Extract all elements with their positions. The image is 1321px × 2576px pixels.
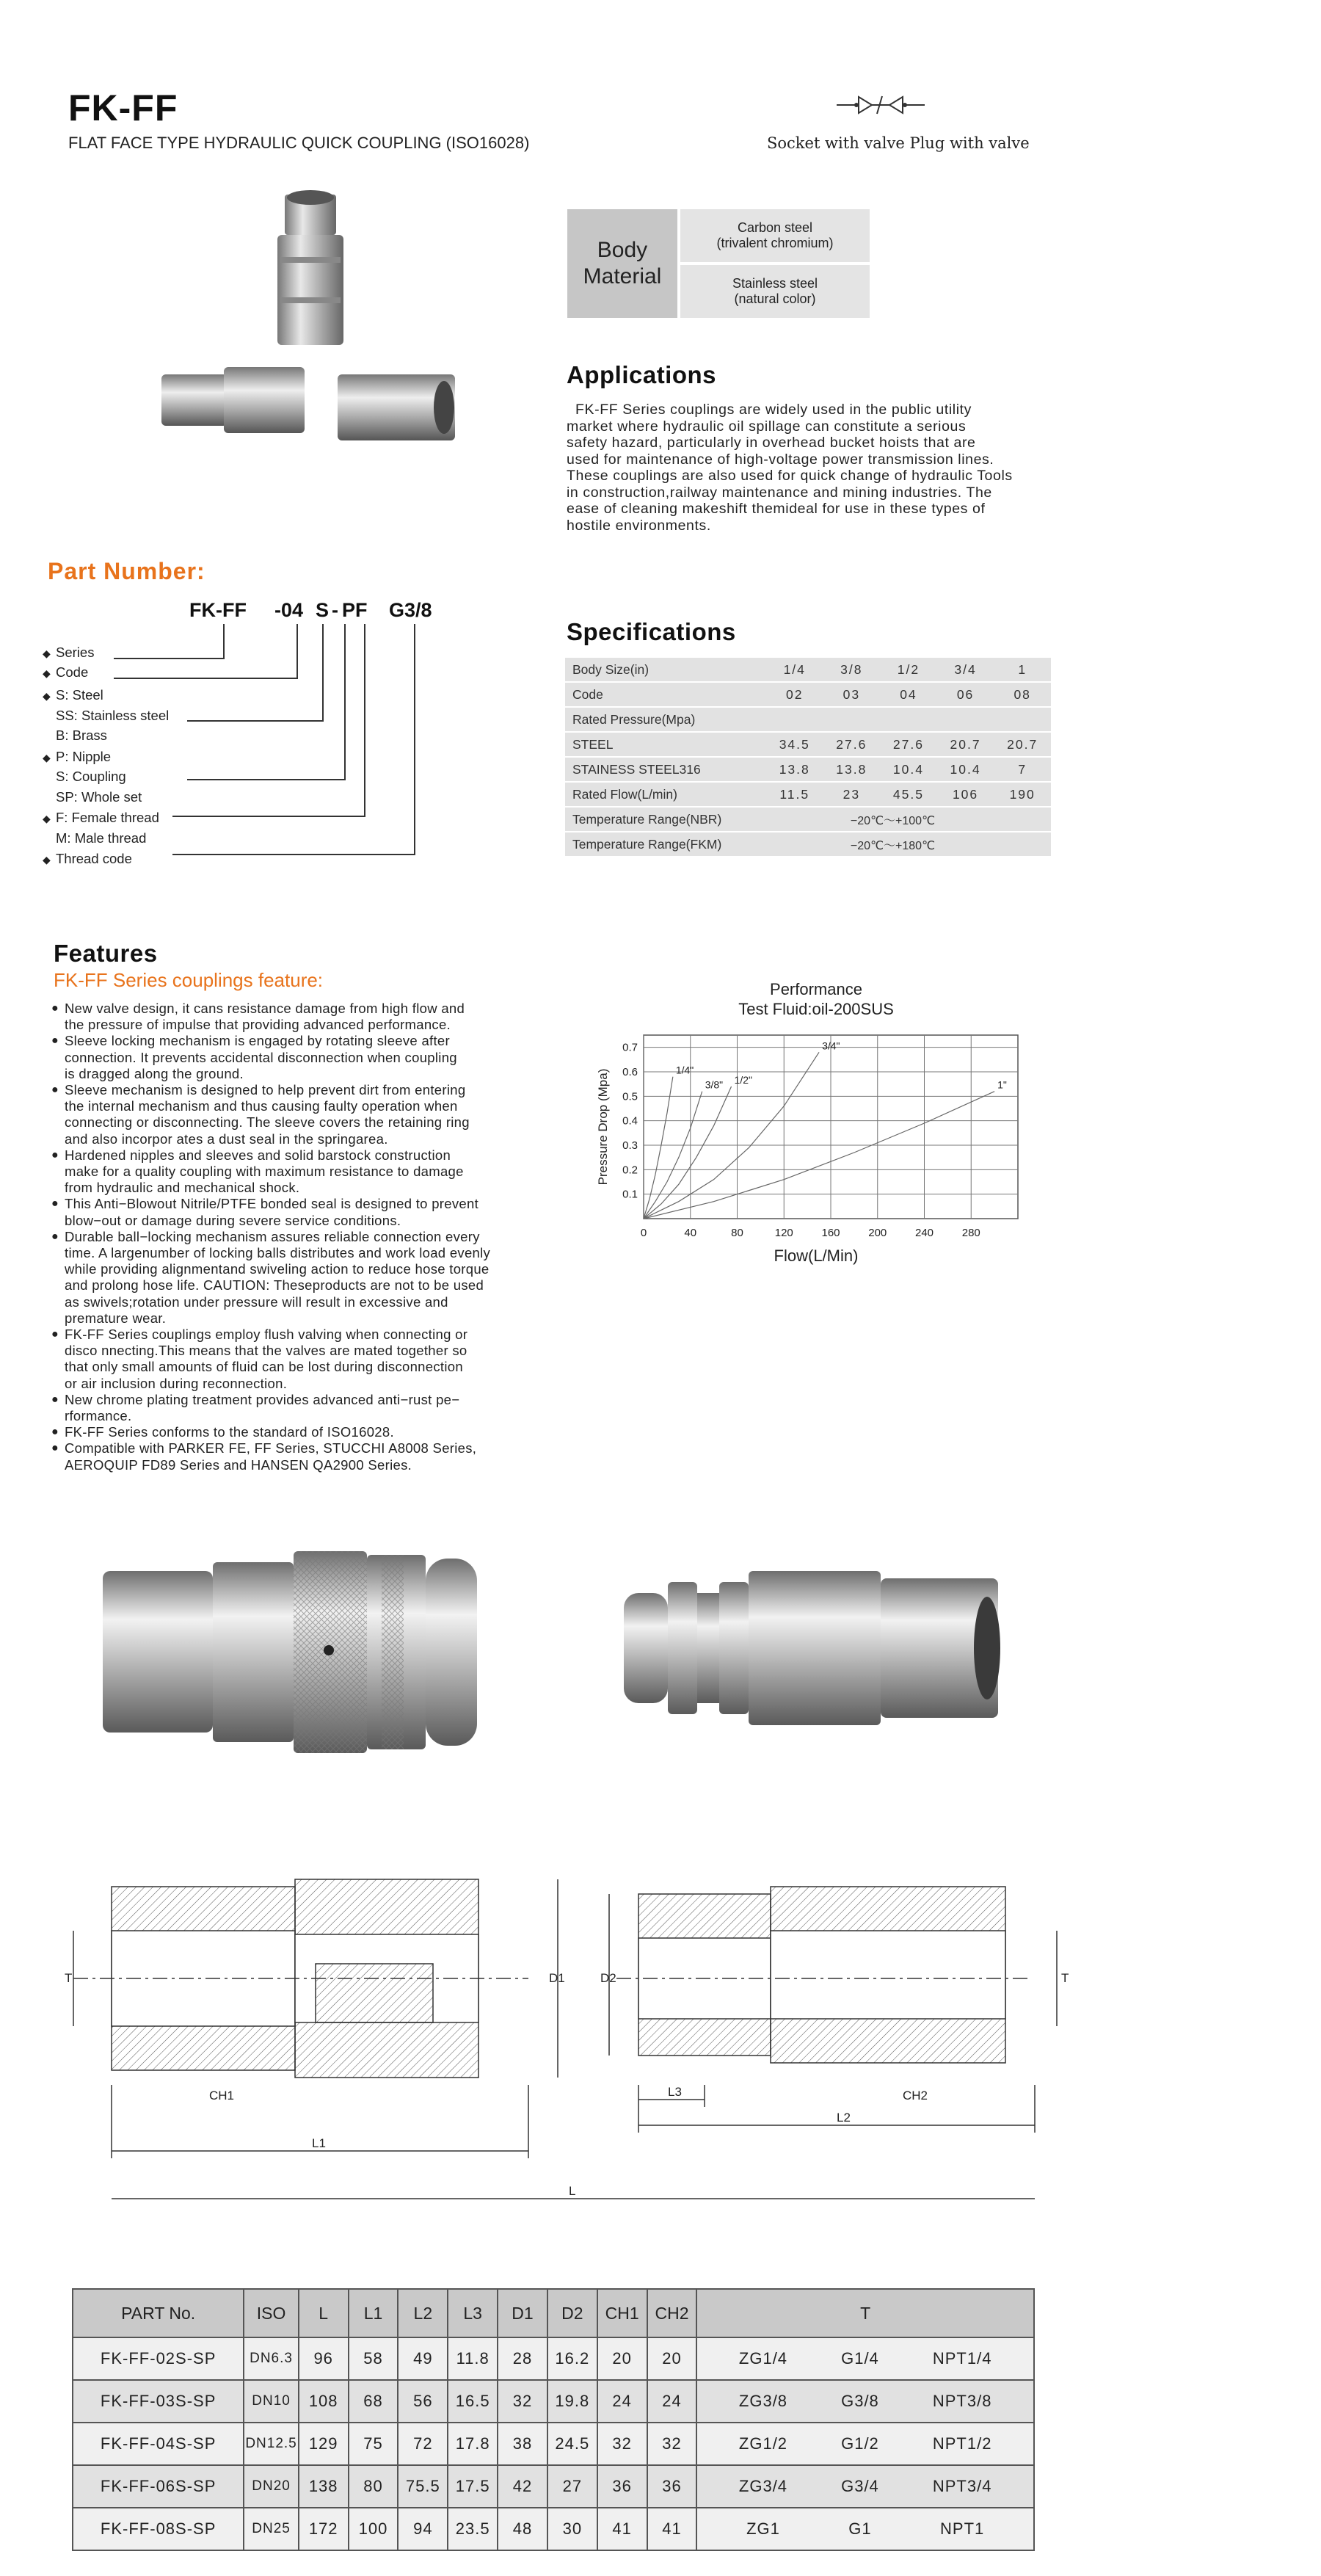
- diamond-bullet-icon: ◆: [43, 813, 51, 824]
- dim-cell-iso: DN10: [244, 2380, 298, 2423]
- spec-value: 20.7: [994, 732, 1051, 757]
- dim-header-cell: CH1: [597, 2289, 647, 2337]
- dim-label-ch2: CH2: [903, 2089, 928, 2102]
- spec-value: 13.8: [823, 757, 881, 782]
- dim-cell-l2: 49: [398, 2337, 448, 2380]
- product-title: FK-FF: [68, 87, 178, 128]
- spec-value: 1/2: [880, 658, 937, 682]
- feature-line: FK-FF Series conforms to the standard of ISO16028.: [65, 1424, 394, 1440]
- feature-item: [51, 1033, 521, 1082]
- feature-line: is dragged along the ground.: [65, 1065, 244, 1081]
- spec-row: [565, 682, 1051, 707]
- bullet-icon: ●: [51, 1230, 59, 1243]
- feature-line: as swivels;rotation under pressure will result in excessive and: [65, 1294, 448, 1310]
- spec-value: 03: [823, 682, 881, 707]
- series-label: 1/4": [675, 1064, 694, 1076]
- series-label: 1": [997, 1078, 1007, 1091]
- feature-line: rformance.: [65, 1408, 132, 1424]
- coupling-product-photo: [154, 187, 462, 466]
- bullet-icon: ●: [51, 1328, 59, 1341]
- part-number-legend-item: [43, 708, 169, 724]
- dim-header-cell: T: [696, 2289, 1034, 2337]
- dim-cell-l: 129: [299, 2423, 349, 2465]
- dim-cell-l3: 11.8: [448, 2337, 498, 2380]
- spec-value: 3/8: [823, 658, 881, 682]
- feature-line: and prolong hose life. CAUTION: Theseproducts are not to be used: [65, 1277, 484, 1294]
- feature-line: premature wear.: [65, 1310, 167, 1326]
- dim-cell-d1: 28: [498, 2337, 547, 2380]
- dim-label-l: L: [569, 2184, 576, 2198]
- dim-header-cell: PART No.: [73, 2289, 244, 2337]
- bullet-icon: ●: [51, 1197, 59, 1211]
- x-tick-label: 280: [961, 1227, 980, 1239]
- material-carbon-steel: Carbon steel (trivalent chromium): [680, 209, 870, 262]
- dim-cell-iso: DN20: [244, 2465, 298, 2508]
- thread-spec: NPT3/8: [932, 2392, 992, 2410]
- feature-line: connecting or disconnecting. The sleeve covers the retaining ring: [65, 1114, 470, 1131]
- legend-text: Thread code: [56, 851, 132, 866]
- spec-row: [565, 732, 1051, 757]
- feature-item: [51, 1392, 521, 1424]
- spec-value: 20.7: [937, 732, 994, 757]
- feature-item: [51, 1196, 521, 1228]
- dim-cell-ch1: 20: [597, 2337, 647, 2380]
- thread-spec: G3/4: [841, 2477, 879, 2495]
- dim-header-cell: L2: [398, 2289, 448, 2337]
- spec-value: [937, 707, 994, 732]
- spec-value: 10.4: [880, 757, 937, 782]
- feature-line: New chrome plating treatment provides advanced anti−rust pe−: [65, 1391, 460, 1407]
- dim-cell-part: FK-FF-03S-SP: [73, 2380, 244, 2423]
- feature-line: connection. It prevents accidental disconnection when coupling: [65, 1049, 457, 1065]
- thread-spec: NPT3/4: [932, 2477, 992, 2495]
- dim-row: [73, 2380, 1034, 2423]
- dim-cell-l1: 80: [349, 2465, 399, 2508]
- spec-value: 1/4: [766, 658, 823, 682]
- feature-line: and also incorpor ates a dust seal in the springarea.: [65, 1131, 388, 1147]
- spec-row: [565, 707, 1051, 732]
- y-tick-label: 0.7: [622, 1041, 638, 1054]
- spec-value: 10.4: [937, 757, 994, 782]
- dim-label-ch1: CH1: [209, 2089, 235, 2102]
- dim-header-cell: D1: [498, 2289, 547, 2337]
- spec-value: 27.6: [880, 732, 937, 757]
- feature-line: New valve design, it cans resistance damage from high flow and: [65, 1001, 465, 1016]
- dim-row: [73, 2508, 1034, 2550]
- y-tick-label: 0.5: [622, 1090, 638, 1103]
- dim-cell-iso: DN12.5: [244, 2423, 298, 2465]
- applications-line: safety hazard, particularly in overhead bucket hoists that are: [567, 435, 976, 451]
- x-tick-label: 240: [914, 1227, 934, 1239]
- diamond-bullet-icon: ◆: [43, 690, 51, 702]
- spec-row: [565, 658, 1051, 682]
- spec-range: −20℃～+180℃: [766, 832, 1051, 857]
- dim-label-t-left: T: [65, 1971, 73, 1985]
- dim-cell-ch2: 24: [647, 2380, 697, 2423]
- socket-photo: [95, 1540, 536, 1760]
- dim-cell-ch1: 41: [597, 2508, 647, 2550]
- legend-text: S: Steel: [56, 687, 103, 703]
- dim-cell-l1: 68: [349, 2380, 399, 2423]
- dim-cell-ch2: 20: [647, 2337, 697, 2380]
- material-stainless-steel: Stainless steel (natural color): [680, 265, 870, 318]
- spec-value: 02: [766, 682, 823, 707]
- part-number-legend-item: [43, 810, 159, 826]
- feature-line: blow−out or damage during severe service conditions.: [65, 1212, 401, 1228]
- bullet-icon: ●: [51, 1442, 59, 1455]
- spec-value: [994, 707, 1051, 732]
- y-tick-label: 0.4: [622, 1114, 638, 1128]
- legend-text: SP: Whole set: [56, 789, 142, 805]
- dim-cell-l3: 17.5: [448, 2465, 498, 2508]
- part-number-legend-item: [43, 749, 111, 765]
- dim-cell-l3: 16.5: [448, 2380, 498, 2423]
- dim-cell-ch1: 36: [597, 2465, 647, 2508]
- dim-cell-l2: 94: [398, 2508, 448, 2550]
- applications-line: market where hydraulic oil spillage can constitute a serious: [567, 418, 967, 435]
- dim-cell-d1: 42: [498, 2465, 547, 2508]
- dim-header-cell: CH2: [647, 2289, 697, 2337]
- spec-value: 106: [937, 782, 994, 807]
- feature-line: AEROQUIP FD89 Series and HANSEN QA2900 Series.: [65, 1456, 412, 1473]
- series-label: 3/4": [822, 1040, 840, 1052]
- applications-line: used for maintenance of high-voltage power transmission lines.: [567, 451, 994, 468]
- series-label: 1/2": [734, 1074, 752, 1086]
- spec-value: 1: [994, 658, 1051, 682]
- spec-row: [565, 832, 1051, 857]
- thread-spec: ZG1/4: [738, 2349, 788, 2368]
- dim-row: [73, 2423, 1034, 2465]
- feature-item: [51, 1082, 521, 1147]
- x-tick-label: 80: [731, 1227, 743, 1239]
- spec-value: [823, 707, 881, 732]
- series-line: [644, 1092, 702, 1219]
- part-number-legend-item: [43, 769, 126, 785]
- dim-cell-iso: DN6.3: [244, 2337, 298, 2380]
- dim-cell-l: 138: [299, 2465, 349, 2508]
- thread-spec: G1/4: [841, 2349, 879, 2368]
- applications-line: in construction,railway maintenance and mining industries. The: [567, 484, 992, 501]
- dim-cell-d2: 24.5: [547, 2423, 597, 2465]
- x-tick-label: 40: [684, 1227, 697, 1239]
- features-subheading: FK-FF Series couplings feature:: [54, 969, 324, 991]
- dim-cell-l1: 58: [349, 2337, 399, 2380]
- spec-value: 7: [994, 757, 1051, 782]
- feature-line: the internal mechanism and thus causing faulty operation when: [65, 1098, 458, 1114]
- part-number-legend-item: [43, 664, 88, 681]
- valve-symbol-icon: [837, 87, 925, 123]
- spec-label: Body Size(in): [565, 658, 766, 682]
- x-tick-label: 120: [774, 1227, 793, 1239]
- feature-line: while providing alignmentand swiveling action to reduce hose torque: [65, 1261, 490, 1277]
- features-list: [51, 1001, 521, 1473]
- bullet-icon: ●: [51, 1002, 59, 1015]
- dim-cell-ch1: 32: [597, 2423, 647, 2465]
- dim-cell-t: [696, 2423, 1034, 2465]
- feature-line: Compatible with PARKER FE, FF Series, STUCCHI A8008 Series,: [65, 1440, 477, 1456]
- feature-line: Sleeve mechanism is designed to help prevent dirt from entering: [65, 1082, 466, 1098]
- spec-value: 45.5: [880, 782, 937, 807]
- part-number-heading: Part Number:: [48, 558, 205, 584]
- pn-code-dash: -: [332, 599, 338, 621]
- applications-line: FK-FF Series couplings are widely used in the public utility: [567, 402, 972, 418]
- thread-spec: NPT1/2: [932, 2434, 992, 2453]
- spec-label: STAINESS STEEL316: [565, 757, 766, 782]
- features-heading: Features: [54, 940, 158, 967]
- dim-cell-t: [696, 2508, 1034, 2550]
- spec-label: Temperature Range(FKM): [565, 832, 766, 857]
- applications-line: ease of cleaning makeshift themideal for use in these types of: [567, 501, 986, 517]
- diamond-bullet-icon: ◆: [43, 752, 51, 763]
- legend-text: F: Female thread: [56, 810, 159, 825]
- pn-code-size: -04: [274, 599, 304, 621]
- spec-row: [565, 782, 1051, 807]
- bullet-icon: ●: [51, 1034, 59, 1048]
- legend-text: S: Coupling: [56, 769, 126, 784]
- dimensions-table: [72, 2288, 1035, 2551]
- dim-cell-l2: 72: [398, 2423, 448, 2465]
- pn-code-series: FK-FF: [189, 599, 247, 621]
- dim-cell-part: FK-FF-06S-SP: [73, 2465, 244, 2508]
- y-axis-label: Pressure Drop (Mpa): [596, 1068, 610, 1186]
- legend-text: P: Nipple: [56, 749, 112, 764]
- y-tick-label: 0.6: [622, 1066, 638, 1078]
- x-axis-label: Flow(L/Min): [774, 1247, 859, 1265]
- dim-cell-t: [696, 2380, 1034, 2423]
- y-tick-label: 0.2: [622, 1164, 638, 1177]
- dim-cell-ch1: 24: [597, 2380, 647, 2423]
- dim-cell-t: [696, 2465, 1034, 2508]
- dim-header-cell: L: [299, 2289, 349, 2337]
- dim-cell-l1: 75: [349, 2423, 399, 2465]
- valve-symbol-label: Socket with valve Plug with valve: [767, 134, 1030, 152]
- dim-cell-l2: 56: [398, 2380, 448, 2423]
- thread-spec: NPT1: [940, 2519, 985, 2538]
- pn-code-type: PF: [342, 599, 368, 621]
- dim-cell-l3: 17.8: [448, 2423, 498, 2465]
- dim-label-l1: L1: [312, 2136, 326, 2150]
- dim-label-d1: D1: [549, 1971, 565, 1985]
- legend-text: Code: [56, 664, 89, 680]
- thread-spec: ZG3/8: [738, 2392, 788, 2410]
- dim-cell-d1: 38: [498, 2423, 547, 2465]
- plug-photo: [602, 1542, 1027, 1755]
- x-tick-label: 0: [640, 1227, 647, 1239]
- x-tick-label: 200: [868, 1227, 887, 1239]
- feature-line: disco nnecting.This means that the valves are mated together so: [65, 1343, 467, 1359]
- dim-cell-l3: 23.5: [448, 2508, 498, 2550]
- dim-cell-t: [696, 2337, 1034, 2380]
- dim-cell-d1: 32: [498, 2380, 547, 2423]
- thread-spec: G3/8: [841, 2392, 879, 2410]
- body-material-heading: Body Material: [567, 209, 677, 318]
- feature-item: [51, 1440, 521, 1473]
- thread-spec: ZG1/2: [738, 2434, 788, 2453]
- dim-cell-ch2: 36: [647, 2465, 697, 2508]
- diamond-bullet-icon: ◆: [43, 854, 51, 866]
- feature-line: Sleeve locking mechanism is engaged by rotating sleeve after: [65, 1033, 450, 1049]
- dim-label-l3: L3: [668, 2085, 682, 2099]
- feature-line: Durable ball−locking mechanism assures reliable connection every: [65, 1228, 480, 1244]
- dim-cell-iso: DN25: [244, 2508, 298, 2550]
- product-subtitle: FLAT FACE TYPE HYDRAULIC QUICK COUPLING (ISO16028): [68, 134, 530, 152]
- spec-value: 04: [880, 682, 937, 707]
- technical-drawing: [59, 1865, 1071, 2217]
- dim-cell-d1: 48: [498, 2508, 547, 2550]
- applications-line: hostile environments.: [567, 517, 711, 534]
- diamond-bullet-icon: ◆: [43, 647, 51, 659]
- spec-label: Temperature Range(NBR): [565, 807, 766, 832]
- dim-cell-l1: 100: [349, 2508, 399, 2550]
- feature-line: or air inclusion during reconnection.: [65, 1375, 288, 1391]
- pn-code-thread: G3/8: [389, 599, 432, 621]
- dim-row: [73, 2337, 1034, 2380]
- dim-cell-part: FK-FF-04S-SP: [73, 2423, 244, 2465]
- dim-cell-part: FK-FF-08S-SP: [73, 2508, 244, 2550]
- legend-text: M: Male thread: [56, 830, 147, 846]
- dim-header-cell: D2: [547, 2289, 597, 2337]
- diamond-bullet-icon: ◆: [43, 667, 51, 679]
- feature-line: time. A largenumber of locking balls distributes and work load evenly: [65, 1245, 491, 1261]
- part-number-legend-item: [43, 645, 94, 661]
- feature-item: [51, 1001, 521, 1033]
- dim-cell-d2: 27: [547, 2465, 597, 2508]
- feature-line: that only small amounts of fluid can be lost during disconnection: [65, 1359, 463, 1375]
- feature-line: from hydraulic and mechanical shock.: [65, 1180, 300, 1196]
- dim-label-t-right: T: [1061, 1971, 1069, 1985]
- dim-cell-ch2: 41: [647, 2508, 697, 2550]
- spec-value: 34.5: [766, 732, 823, 757]
- feature-item: [51, 1424, 521, 1440]
- thread-spec: NPT1/4: [932, 2349, 992, 2368]
- spec-value: [766, 707, 823, 732]
- dim-cell-l: 172: [299, 2508, 349, 2550]
- applications-line: These couplings are also used for quick change of hydraulic Tools: [567, 468, 1013, 484]
- bullet-icon: ●: [51, 1148, 59, 1161]
- bullet-icon: ●: [51, 1426, 59, 1439]
- dim-cell-d2: 16.2: [547, 2337, 597, 2380]
- dim-header-cell: ISO: [244, 2289, 298, 2337]
- thread-spec: G1/2: [841, 2434, 879, 2453]
- spec-range: −20℃～+100℃: [766, 807, 1051, 832]
- feature-item: [51, 1327, 521, 1392]
- feature-line: FK-FF Series couplings employ flush valving when connecting or: [65, 1327, 468, 1343]
- x-tick-label: 160: [821, 1227, 840, 1239]
- legend-text: B: Brass: [56, 728, 107, 743]
- spec-label: Rated Pressure(Mpa): [565, 707, 766, 732]
- feature-line: the pressure of impulse that providing advanced performance.: [65, 1017, 451, 1033]
- spec-label: Rated Flow(L/min): [565, 782, 766, 807]
- dim-header-cell: L3: [448, 2289, 498, 2337]
- part-number-legend-item: [43, 728, 107, 744]
- feature-line: Hardened nipples and sleeves and solid barstock construction: [65, 1147, 451, 1163]
- pn-code-material: S: [316, 599, 330, 621]
- feature-item: [51, 1147, 521, 1197]
- spec-value: 27.6: [823, 732, 881, 757]
- dim-label-l2: L2: [837, 2111, 851, 2125]
- chart-subtitle: Test Fluid:oil-200SUS: [738, 1000, 894, 1018]
- applications-text: [567, 402, 1051, 534]
- thread-spec: ZG3/4: [738, 2477, 788, 2495]
- dim-cell-d2: 19.8: [547, 2380, 597, 2423]
- y-tick-label: 0.3: [622, 1139, 638, 1152]
- specifications-table: [565, 658, 1051, 857]
- spec-label: STEEL: [565, 732, 766, 757]
- performance-chart-svg: [591, 976, 1031, 1277]
- dim-row: [73, 2465, 1034, 2508]
- series-label: 3/8": [705, 1078, 724, 1091]
- body-material-table: [567, 209, 870, 318]
- performance-chart: [591, 976, 1031, 1277]
- legend-text: Series: [56, 645, 95, 660]
- spec-value: 11.5: [766, 782, 823, 807]
- thread-spec: G1: [848, 2519, 872, 2538]
- spec-value: 13.8: [766, 757, 823, 782]
- bullet-icon: ●: [51, 1084, 59, 1097]
- thread-spec: ZG1: [746, 2519, 780, 2538]
- dim-cell-l: 96: [299, 2337, 349, 2380]
- spec-value: [880, 707, 937, 732]
- y-tick-label: 0.1: [622, 1188, 638, 1201]
- chart-title: Performance: [770, 980, 862, 998]
- part-number-legend-item: [43, 830, 146, 846]
- spec-row: [565, 757, 1051, 782]
- spec-label: Code: [565, 682, 766, 707]
- part-number-legend-item: [43, 851, 132, 867]
- spec-value: 23: [823, 782, 881, 807]
- bullet-icon: ●: [51, 1393, 59, 1406]
- dim-header-row: [73, 2289, 1034, 2337]
- dim-cell-l: 108: [299, 2380, 349, 2423]
- dim-cell-part: FK-FF-02S-SP: [73, 2337, 244, 2380]
- dim-label-d2: D2: [600, 1971, 616, 1985]
- feature-line: This Anti−Blowout Nitrile/PTFE bonded seal is designed to prevent: [65, 1196, 479, 1212]
- spec-value: 06: [937, 682, 994, 707]
- dim-cell-ch2: 32: [647, 2423, 697, 2465]
- dim-cell-l2: 75.5: [398, 2465, 448, 2508]
- dim-cell-d2: 30: [547, 2508, 597, 2550]
- spec-value: 3/4: [937, 658, 994, 682]
- legend-text: SS: Stainless steel: [56, 708, 170, 723]
- specifications-heading: Specifications: [567, 618, 736, 645]
- spec-value: 08: [994, 682, 1051, 707]
- part-number-legend-item: [43, 687, 103, 703]
- feature-line: make for a quality coupling with maximum resistance to damage: [65, 1164, 464, 1180]
- dim-header-cell: L1: [349, 2289, 399, 2337]
- spec-value: 190: [994, 782, 1051, 807]
- spec-row: [565, 807, 1051, 832]
- part-number-legend-item: [43, 789, 142, 805]
- feature-item: [51, 1229, 521, 1327]
- applications-heading: Applications: [567, 361, 717, 388]
